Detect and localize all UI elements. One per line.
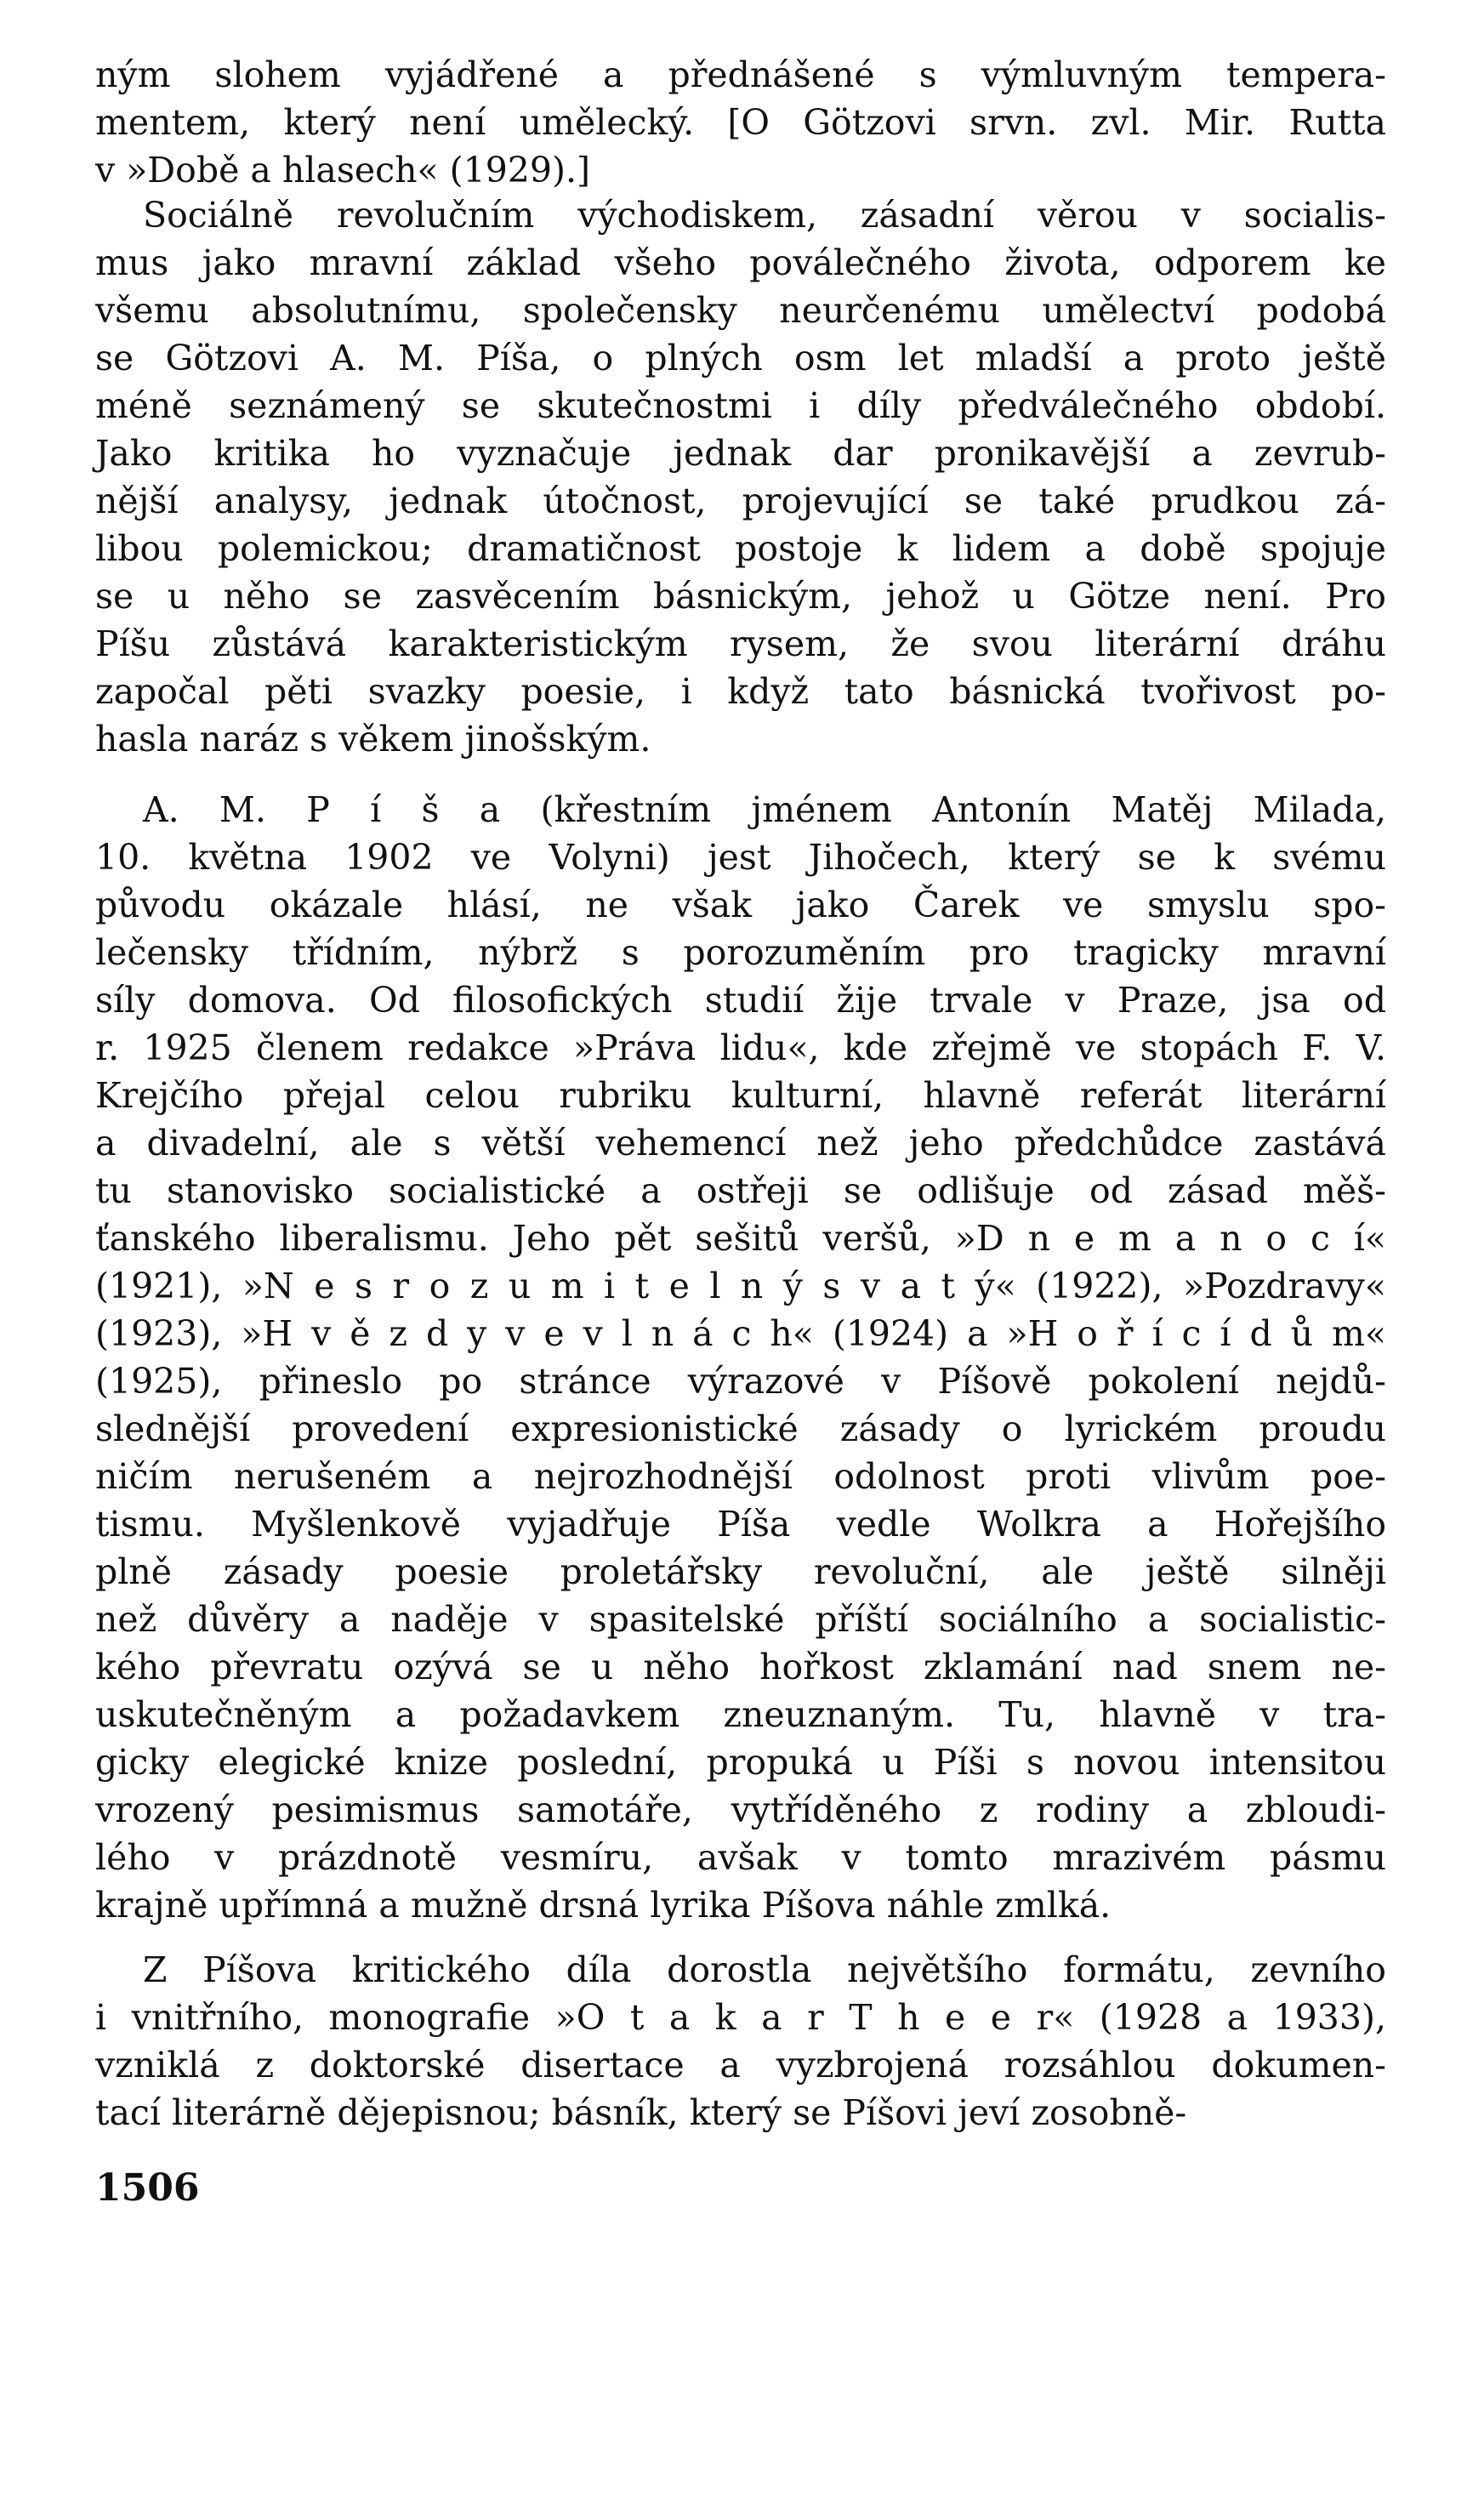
text-line: lého v prázdnotě vesmíru, avšak v tomto mrazivém pásmu — [95, 1837, 1386, 1878]
text-line: ným slohem vyjádřené a přednášené s výmluvným tempera- — [95, 54, 1386, 95]
text-line: plně zásady poesie proletářsky revoluční, ale ještě silněji — [95, 1551, 1386, 1592]
text-line: mentem, který není umělecký. [O Götzovi srvn. zvl. Mir. Rutta — [95, 102, 1386, 143]
text-line: uskutečněným a požadavkem zneuznaným. Tu, hlavně v tra- — [95, 1694, 1386, 1735]
text-line: slednější provedení expresionistické zásady o lyrickém proudu — [95, 1408, 1386, 1449]
text-line: (1925), přineslo po stránce výrazové v Píšově pokolení nejdů- — [95, 1361, 1386, 1402]
text-line: mus jako mravní základ všeho poválečného života, odporem ke — [95, 242, 1386, 283]
text-line: ničím nerušeném a nejrozhodnější odolnost proti vlivům poe- — [95, 1456, 1386, 1497]
text-line: vzniklá z doktorské disertace a vyzbrojená rozsáhlou dokumen- — [95, 2045, 1386, 2085]
text-line: Z Píšova kritického díla dorostla největšího formátu, zevního — [143, 1949, 1386, 1990]
text-line: ťanského liberalismu. Jeho pět sešitů veršů, »D n e m a n o c í« — [95, 1218, 1386, 1259]
text-line: tací literárně dějepisnou; básník, který se Píšovi jeví zosobně- — [95, 2092, 1187, 2133]
text-line: v »Době a hlasech« (1929).] — [95, 150, 590, 191]
text-line: tismu. Myšlenkově vyjadřuje Píša vedle Wolkra a Hořejšího — [95, 1504, 1386, 1545]
text-line: A. M. P í š a (křestním jménem Antonín Matěj Milada, — [143, 789, 1386, 830]
text-line: a divadelní, ale s větší vehemencí než jeho předchůdce zastává — [95, 1123, 1386, 1164]
text-line: tu stanovisko socialistické a ostřeji se odlišuje od zásad měš- — [95, 1170, 1386, 1211]
text-line: r. 1925 členem redakce »Práva lidu«, kde zřejmě ve stopách F. V. — [95, 1027, 1386, 1068]
text-line: gicky elegické knize poslední, propuká u Píši s novou intensitou — [95, 1742, 1386, 1783]
text-line: se Götzovi A. M. Píša, o plných osm let mladší a proto ještě — [95, 338, 1386, 378]
text-line: síly domova. Od filosofických studií žije trvale v Praze, jsa od — [95, 980, 1386, 1021]
text-line: nější analysy, jednak útočnost, projevující se také prudkou zá- — [95, 481, 1386, 521]
text-line: kého převratu ozývá se u něho hořkost zklamání nad snem ne- — [95, 1647, 1386, 1687]
text-line: (1923), »H v ě z d y v e v l n á c h« (1924) a »H o ř í c í d ů m« — [95, 1313, 1386, 1354]
text-line: i vnitřního, monografie »O t a k a r T h e e r« (1928 a 1933), — [95, 1997, 1386, 2038]
text-line: méně seznámený se skutečnostmi i díly předválečného období. — [95, 385, 1386, 426]
text-line: lečensky třídním, nýbrž s porozuměním pro tragicky mravní — [95, 932, 1386, 973]
text-line: (1921), »N e s r o z u m i t e l n ý s v a t ý« (1922), »Pozdravy« — [95, 1266, 1386, 1306]
text-line: 10. května 1902 ve Volyni) jest Jihočech, který se k svému — [95, 837, 1386, 878]
text-line: libou polemickou; dramatičnost postoje k lidem a době spojuje — [95, 528, 1386, 569]
text-line: krajně upřímná a mužně drsná lyrika Píšova náhle zmlká. — [95, 1885, 1112, 1926]
text-line: Píšu zůstává karakteristickým rysem, že svou literární dráhu — [95, 623, 1386, 664]
text-line: se u něho se zasvěcením básnickým, jehož u Götze není. Pro — [95, 576, 1386, 617]
text-line: započal pěti svazky poesie, i když tato básnická tvořivost po- — [95, 671, 1386, 712]
text-line: všemu absolutnímu, společensky neurčenému umělectví podobá — [95, 290, 1386, 331]
text-line: hasla naráz s věkem jinošským. — [95, 719, 651, 760]
text-line: původu okázale hlásí, ne však jako Čarek ve smyslu spo- — [95, 885, 1386, 925]
page-number: 1506 — [95, 2166, 200, 2210]
text-line: než důvěry a naděje v spasitelské příští sociálního a socialistic- — [95, 1599, 1386, 1640]
text-line: vrozený pesimismus samotáře, vytříděného z rodiny a zbloudi- — [95, 1790, 1386, 1830]
text-line: Sociálně revolučním východiskem, zásadní věrou v socialis- — [143, 195, 1386, 236]
text-line: Krejčího přejal celou rubriku kulturní, hlavně referát literární — [95, 1075, 1386, 1116]
text-line: Jako kritika ho vyznačuje jednak dar pronikavější a zevrub- — [95, 433, 1386, 474]
